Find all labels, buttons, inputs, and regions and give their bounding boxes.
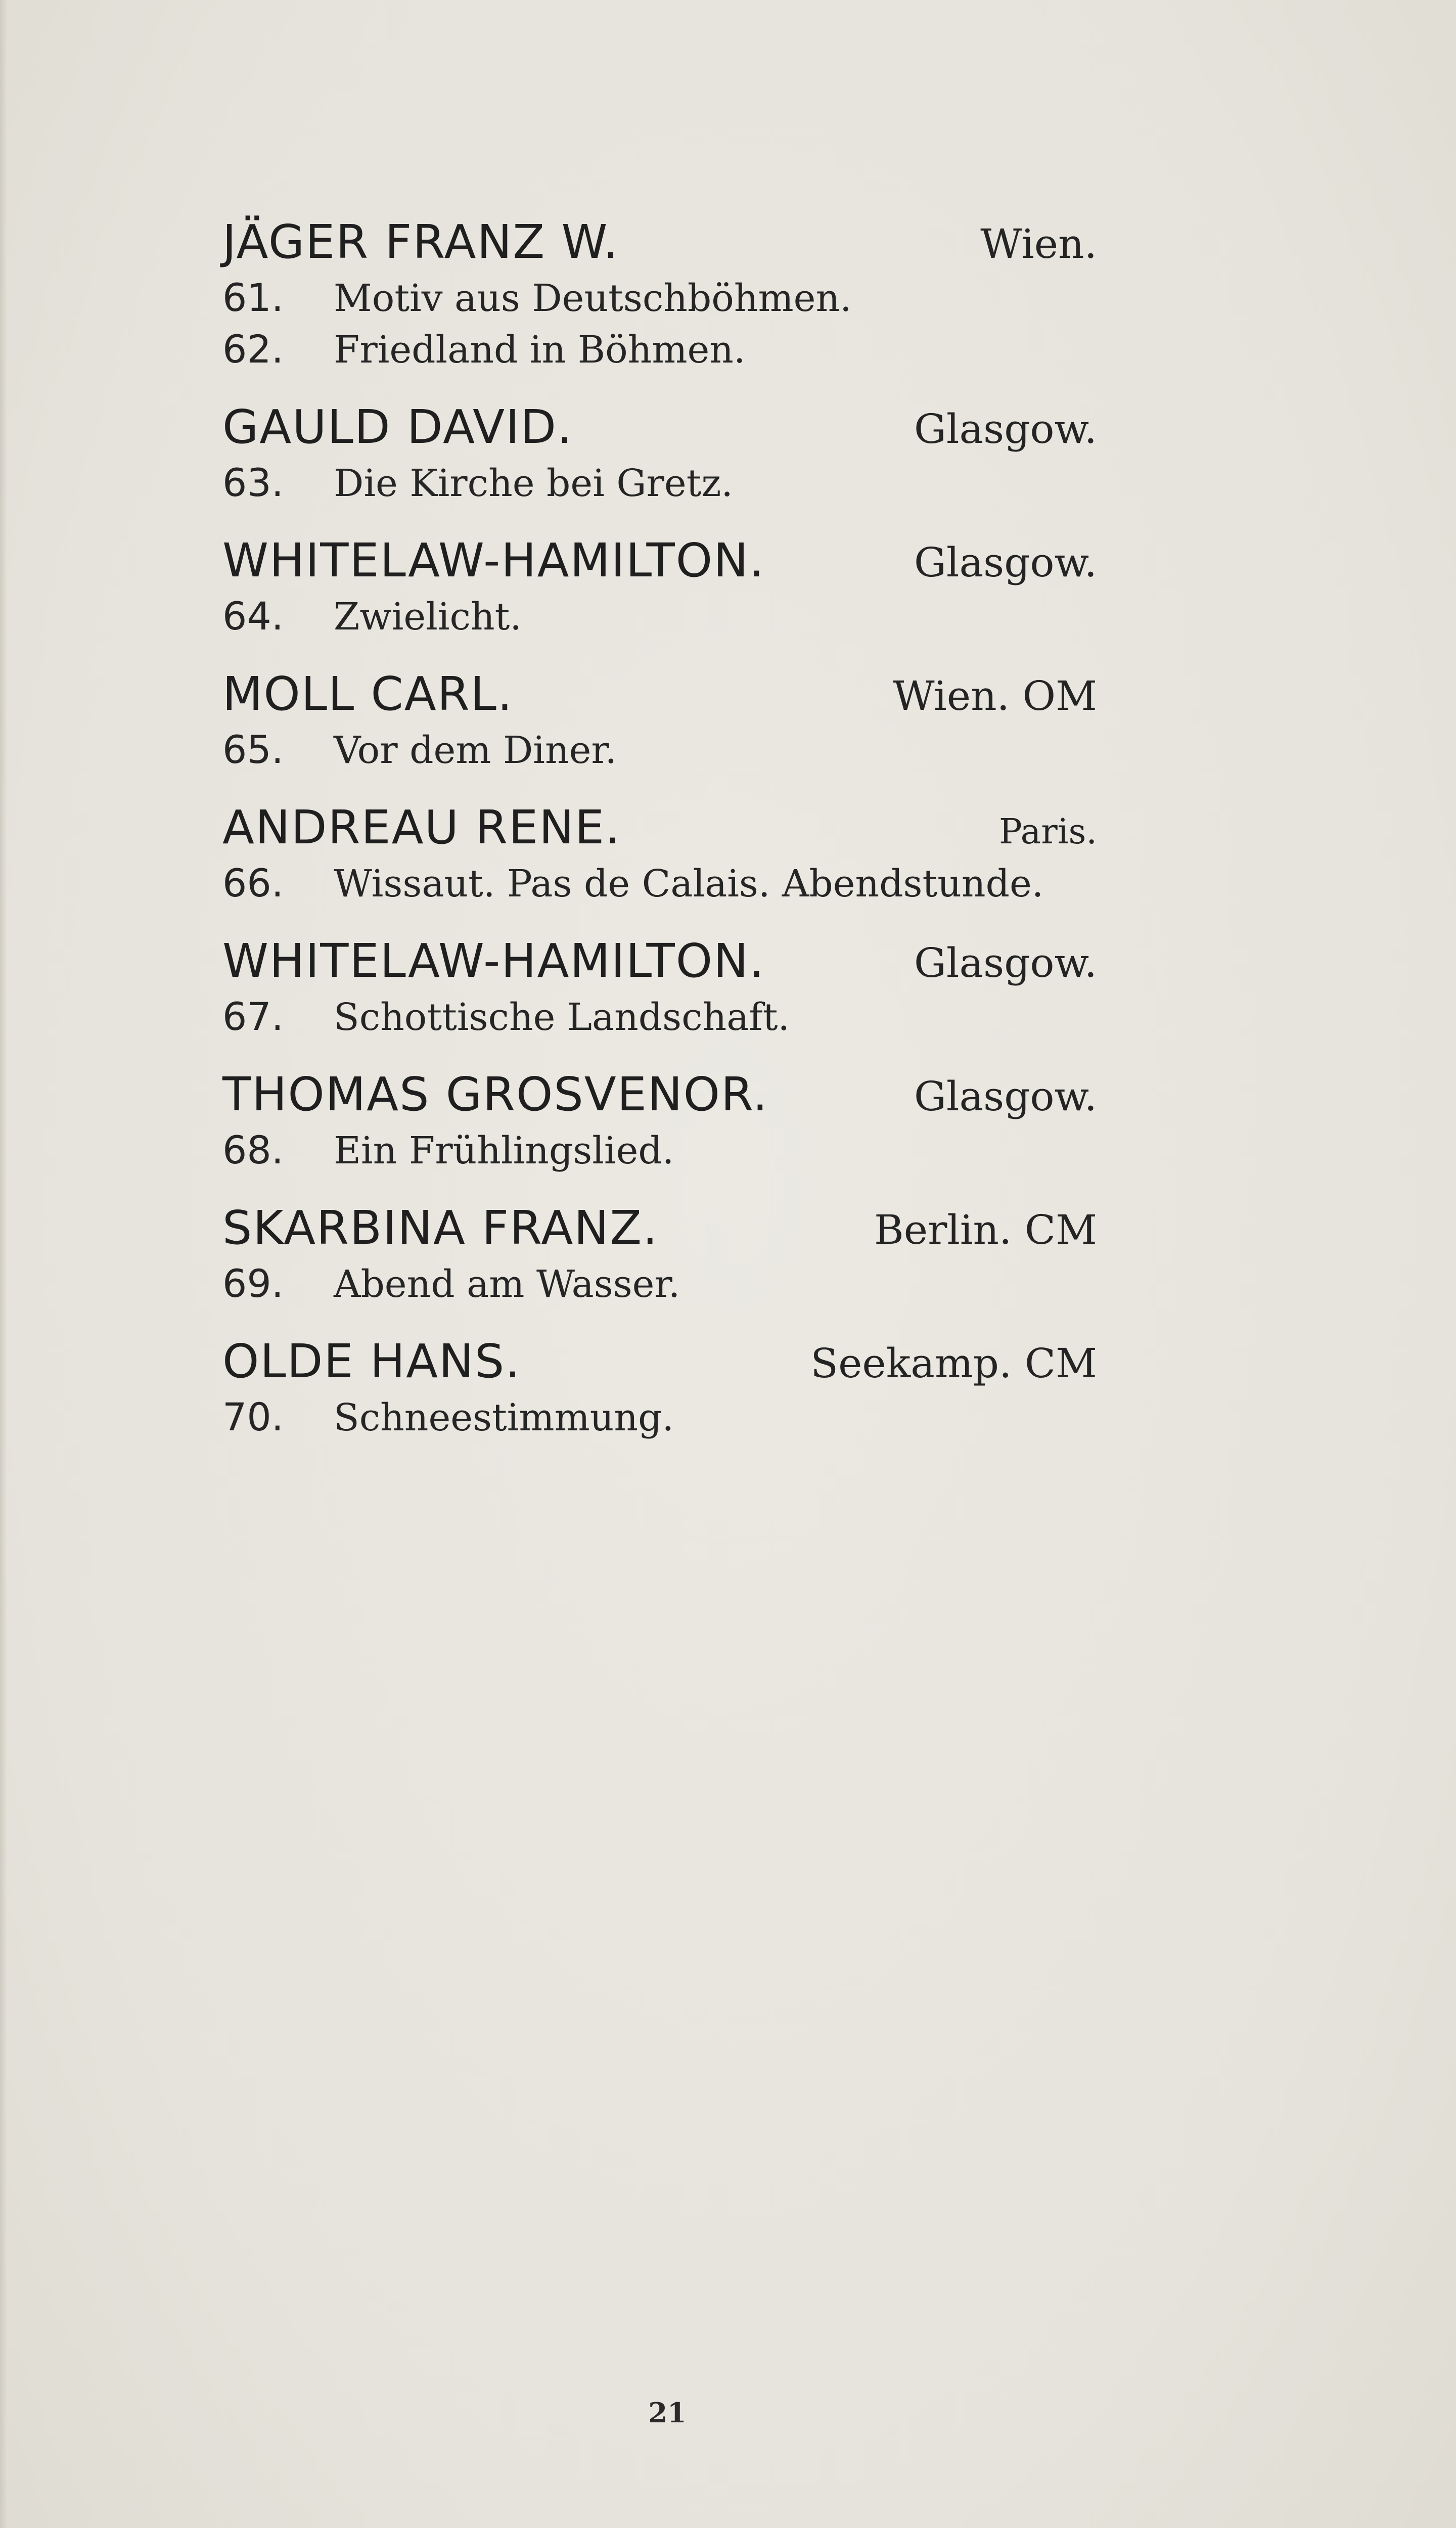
work-title: Abend am Wasser. [334, 1262, 680, 1306]
work-title: Schneestimmung. [334, 1396, 674, 1439]
work-title: Vor dem Diner. [334, 729, 617, 772]
work-number: 67. [222, 994, 284, 1039]
artist-line [222, 212, 1097, 272]
work-title: Motiv aus Deutschböhmen. [334, 277, 852, 320]
work-title: Schottische Landschaft. [334, 996, 790, 1039]
work-number: 66. [222, 861, 284, 906]
work-number: 64. [222, 594, 284, 639]
catalog-entry [222, 798, 1097, 909]
work-number: 68. [222, 1127, 284, 1172]
artist-line [222, 931, 1097, 991]
work-line [222, 272, 1097, 324]
artist-line [222, 1065, 1097, 1124]
artist-line [222, 798, 1097, 857]
artist-location: Paris. [998, 812, 1097, 852]
artist-name: SKARBINA FRANZ. [222, 1201, 659, 1255]
artist-name: MOLL CARL. [222, 667, 514, 721]
work-title: Friedland in Böhmen. [334, 328, 746, 372]
artist-name: JÄGER FRANZ W. [222, 215, 619, 269]
catalog-entry [222, 1332, 1097, 1443]
work-line [222, 457, 1097, 509]
work-number: 62. [222, 327, 284, 372]
artist-location: Glasgow. [914, 539, 1097, 586]
catalog-list [222, 212, 1097, 1465]
artist-location: Seekamp. CM [810, 1340, 1097, 1387]
work-line [222, 1258, 1097, 1310]
work-line [222, 724, 1097, 776]
catalog-entry [222, 397, 1097, 509]
work-number: 70. [222, 1394, 284, 1439]
catalog-entry [222, 212, 1097, 375]
artist-location: Glasgow. [914, 405, 1097, 453]
work-number: 61. [222, 275, 284, 320]
catalog-entry [222, 664, 1097, 776]
work-line [222, 857, 1097, 909]
work-number: 63. [222, 460, 284, 505]
page-number: 21 [648, 2397, 687, 2429]
work-number: 69. [222, 1261, 284, 1306]
artist-name: GAULD DAVID. [222, 400, 573, 454]
artist-location: Wien. [980, 220, 1097, 267]
artist-line [222, 531, 1097, 591]
artist-line [222, 664, 1097, 724]
work-line [222, 1124, 1097, 1176]
artist-location: Glasgow. [914, 939, 1097, 986]
artist-name: THOMAS GROSVENOR. [222, 1067, 768, 1121]
artist-line [222, 1198, 1097, 1258]
artist-location: Berlin. CM [874, 1206, 1097, 1253]
artist-name: ANDREAU RENE. [222, 800, 621, 854]
work-line [222, 991, 1097, 1043]
work-number: 65. [222, 727, 284, 772]
catalog-entry [222, 1198, 1097, 1310]
work-title: Ein Frühlingslied. [334, 1129, 674, 1172]
artist-location: Wien. OM [893, 672, 1097, 719]
work-line [222, 591, 1097, 642]
catalog-entry [222, 531, 1097, 642]
work-line [222, 324, 1097, 375]
artist-name: WHITELAW-HAMILTON. [222, 934, 765, 988]
artist-location: Glasgow. [914, 1073, 1097, 1120]
artist-line [222, 397, 1097, 457]
work-line [222, 1391, 1097, 1443]
artist-name: OLDE HANS. [222, 1334, 521, 1388]
work-title: Die Kirche bei Gretz. [334, 462, 733, 505]
catalog-entry [222, 931, 1097, 1043]
page-edge-shadow [0, 0, 7, 2528]
catalog-entry [222, 1065, 1097, 1176]
work-title: Zwielicht. [334, 595, 522, 639]
artist-line [222, 1332, 1097, 1391]
artist-name: WHITELAW-HAMILTON. [222, 533, 765, 588]
work-title: Wissaut. Pas de Calais. Abendstunde. [334, 862, 1044, 906]
